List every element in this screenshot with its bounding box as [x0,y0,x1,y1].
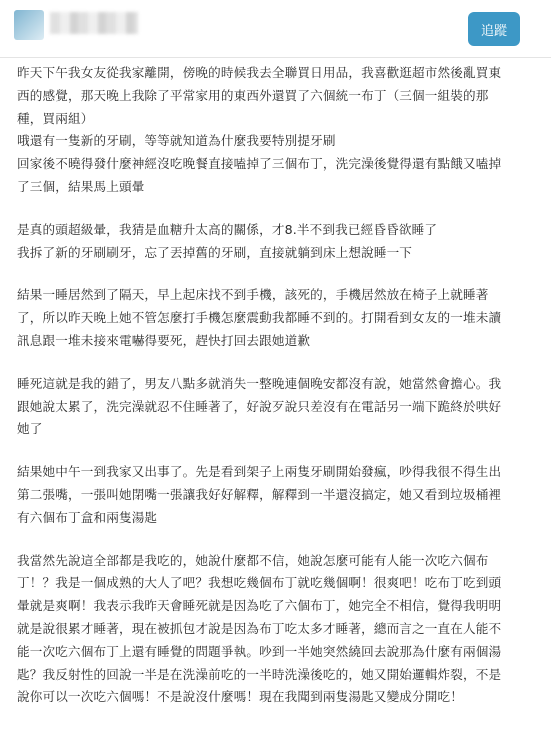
post-header [0,0,551,58]
post-text-line: 我當然先說這全部都是我吃的，她說什麼都不信，她說怎麼可能有人能一次吃六個布 [17,552,489,568]
post-paragraph [17,373,533,441]
post-paragraph [17,62,533,199]
post-text-line: 我拆了新的牙刷刷牙，忘了丟掉舊的牙刷，直接就躺到床上想說睡一下 [17,244,413,260]
post-body [17,62,533,729]
follow-button[interactable]: 追蹤 [468,12,520,46]
post-text-line: 了，所以昨天晚上她不管怎麼打手機怎麼震動我都睡不到的。打開看到女友的一堆未讀 [17,310,502,326]
post-text-line: 丁！？我是一個成熟的大人了吧？我想吃幾個布丁就吃幾個啊！很爽吧！吃布丁吃到頭 [17,575,502,591]
post-text-line: 有六個布丁盒和兩隻湯匙 [17,509,158,525]
post-paragraph [17,461,533,529]
post-text-line: 暈就是爽啊！我表示我昨天會睡死就是因為吃了六個布丁，她完全不相信，覺得我明明 [17,598,502,614]
author-avatar[interactable] [14,10,44,40]
post-text-line: 第二張嘴，一張叫她閉嘴一張讓我好好解釋，解釋到一半還沒搞定，她又看到垃圾桶裡 [17,486,502,502]
post-paragraph [17,284,533,352]
post-text-line: 就是說很累才睡著，現在被抓包才說是因為布丁吃太多才睡著，總而言之一直在人能不 [17,620,502,636]
post-paragraph [17,550,533,710]
post-text-line: 訊息跟一堆未接來電嚇得要死，趕快打回去跟她道歉 [17,332,311,348]
post-text-line: 是真的頭超級暈，我猜是血糖升太高的關係，才8.半不到我已經昏昏欲睡了 [17,221,438,237]
post-text-line: 了三個，結果馬上頭暈 [17,178,145,194]
post-text-line: 跟她說太累了，洗完澡就忍不住睡著了，好說歹說只差沒有在電話另一端下跪終於哄好 [17,398,502,414]
post-text-line: 昨天下午我女友從我家離開，傍晚的時候我去全聯買日用品，我喜歡逛超市然後亂買東 [17,65,502,80]
post-paragraph [17,219,533,265]
post-text-line: 能一次吃六個布丁上還有睡覺的問題爭執。吵到一半她突然繞回去說那為什麼有兩個湯 [17,643,502,659]
post-text-line: 說你可以一次吃六個嗎！不是說沒什麼嗎！現在我聞到兩隻湯匙又變成分開吃！ [17,689,464,705]
post-text-line: 種，買兩組） [17,110,94,126]
author-name-blurred[interactable] [50,12,138,34]
post-text-line: 西的感覺，那天晚上我除了平常家用的東西外還買了六個統一布丁（三個一組裝的那 [17,87,489,103]
post-text-line: 她了 [17,421,43,437]
post-text-line: 睡死這就是我的錯了，男友八點多就消失一整晚連個晚安都沒有說，她當然會擔心。我 [17,375,502,391]
post-text-line: 哦還有一隻新的牙刷，等等就知道為什麼我要特別提牙刷 [17,133,336,149]
post-text-line: 匙？我反射性的回說一半是在洗澡前吃的一半時洗澡後吃的，她又開始邏輯炸裂，不是 [17,666,502,682]
post-text-line: 回家後不曉得發什麼神經沒吃晚餐直接嗑掉了三個布丁，洗完澡後覺得還有點餓又嗑掉 [17,156,502,172]
post-text-line: 結果一睡居然到了隔天，早上起床找不到手機，該死的，手機居然放在椅子上就睡著 [17,287,489,303]
post-text-line: 結果她中午一到我家又出事了。先是看到架子上兩隻牙刷開始發瘋，吵得我很不得生出 [17,464,502,480]
